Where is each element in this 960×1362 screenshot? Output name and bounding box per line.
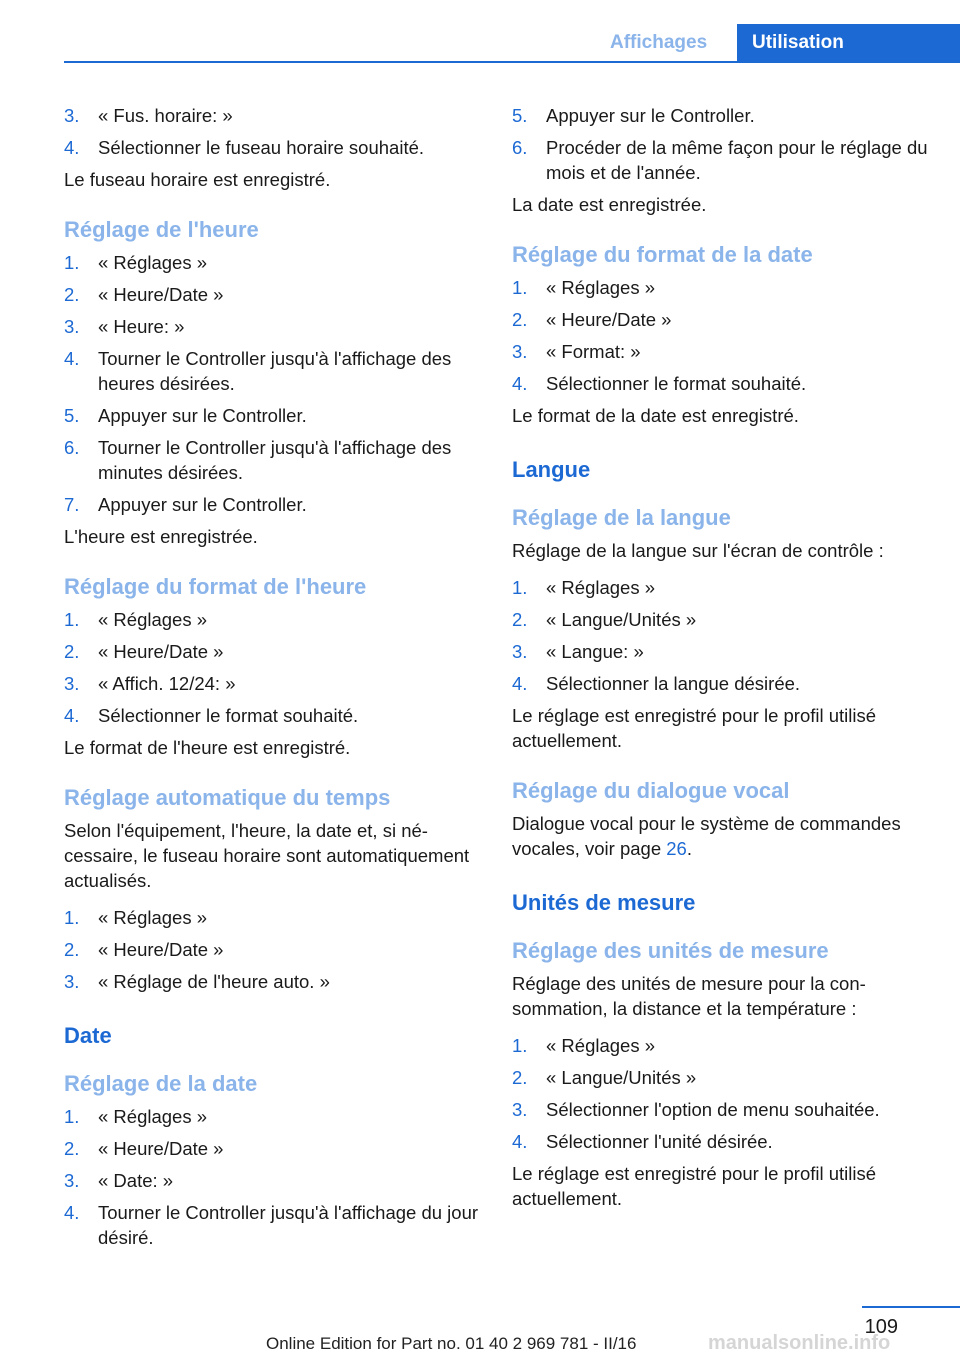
list-item [512, 339, 932, 364]
paragraph: Selon l'équipement, l'heure, la date et, si nécessaire, le fuseau horaire sont automatiquement actualisés. [64, 820, 470, 891]
step-number: 3. [64, 105, 80, 126]
step-number: 3. [64, 673, 80, 694]
step-text: « Réglages » [98, 907, 208, 928]
step-text: Tourner le Controller jusqu'à l'affichage des minutes désirées. [98, 437, 452, 483]
list-item [64, 492, 484, 517]
page-number: 109 [864, 1316, 898, 1338]
step-text: « Heure/Date » [98, 1138, 224, 1159]
left-column [64, 103, 484, 1257]
chapter-heading: Date [64, 1023, 112, 1048]
paragraph: Réglage des unités de mesure pour la consommation, la distance et la température : [512, 973, 866, 1019]
list-item [512, 307, 932, 332]
list-item [64, 250, 484, 275]
list-item [512, 1033, 932, 1058]
section-heading: Réglage des unités de mesure [512, 938, 829, 963]
list-item [512, 639, 932, 664]
list-item [64, 1136, 484, 1161]
step-number: 1. [64, 609, 80, 630]
list-item [512, 1097, 932, 1122]
step-number: 5. [64, 405, 80, 426]
step-number: 4. [64, 137, 80, 158]
step-text: « Réglage de l'heure auto. » [98, 971, 330, 992]
step-number: 4. [512, 1131, 528, 1152]
step-text: Sélectionner l'option de menu souhaitée. [546, 1099, 880, 1120]
step-text: « Réglages » [546, 1035, 656, 1056]
list-item [64, 403, 484, 428]
list-item [64, 937, 484, 962]
step-number: 2. [512, 1067, 528, 1088]
list-item [512, 1065, 932, 1090]
edition-note: Online Edition for Part no. 01 40 2 969 781 - II/16 [266, 1334, 637, 1353]
list-item [64, 282, 484, 307]
step-text: « Heure: » [98, 316, 185, 337]
list [64, 103, 484, 160]
footer-rule [862, 1306, 960, 1308]
paragraph: Le fuseau horaire est enregistré. [64, 169, 331, 190]
step-text: « Heure/Date » [98, 641, 224, 662]
section-heading: Réglage automatique du temps [64, 785, 391, 810]
paragraph: La date est enregistrée. [512, 194, 707, 215]
page-header [0, 24, 960, 62]
step-number: 2. [512, 309, 528, 330]
list-item [512, 135, 932, 185]
list [64, 607, 484, 728]
list-item [64, 435, 484, 485]
step-number: 3. [64, 971, 80, 992]
list [512, 575, 932, 696]
step-text: Sélectionner l'unité désirée. [546, 1131, 773, 1152]
paragraph: Le format de l'heure est enregistré. [64, 737, 351, 758]
list [512, 1033, 932, 1154]
step-text: Procéder de la même façon pour le réglage du mois et de l'année. [546, 137, 928, 183]
step-number: 1. [64, 252, 80, 273]
list [64, 250, 484, 517]
step-number: 1. [64, 1106, 80, 1127]
step-number: 6. [64, 437, 80, 458]
list-item [64, 969, 484, 994]
step-number: 3. [512, 1099, 528, 1120]
step-text: Appuyer sur le Controller. [98, 494, 307, 515]
step-text: « Heure/Date » [546, 309, 672, 330]
list-item [64, 1104, 484, 1129]
list-item [64, 905, 484, 930]
step-text: Sélectionner la langue désirée. [546, 673, 801, 694]
paragraph: Le format de la date est enregistré. [512, 405, 799, 426]
list-item [512, 671, 932, 696]
step-number: 2. [64, 1138, 80, 1159]
step-text: Tourner le Controller jusqu'à l'affichage du jour désiré. [98, 1202, 479, 1248]
step-text: Sélectionner le fuseau horaire souhaité. [98, 137, 425, 158]
step-text: « Heure/Date » [98, 939, 224, 960]
step-number: 3. [64, 316, 80, 337]
section-heading: Réglage de l'heure [64, 217, 259, 242]
list [512, 103, 932, 185]
chapter-tab[interactable]: Utilisation [737, 24, 960, 62]
step-text: « Réglages » [546, 277, 656, 298]
section-heading: Réglage du format de l'heure [64, 574, 367, 599]
step-text: Appuyer sur le Controller. [546, 105, 755, 126]
step-text: « Réglages » [98, 1106, 208, 1127]
step-text: Sélectionner le format souhaité. [546, 373, 807, 394]
list-item [512, 103, 932, 128]
step-number: 6. [512, 137, 528, 158]
chapter-heading: Langue [512, 457, 591, 482]
step-text: Tourner le Controller jusqu'à l'affichage des heures désirées. [98, 348, 452, 394]
list-item [64, 703, 484, 728]
step-number: 3. [64, 1170, 80, 1191]
step-number: 4. [512, 373, 528, 394]
section-tab[interactable]: Affichages [610, 32, 708, 53]
step-number: 2. [64, 641, 80, 662]
step-number: 2. [64, 284, 80, 305]
step-text: « Heure/Date » [98, 284, 224, 305]
step-number: 1. [512, 277, 528, 298]
step-number: 2. [512, 609, 528, 630]
list-item [64, 346, 484, 396]
step-number: 4. [64, 1202, 80, 1223]
step-number: 5. [512, 105, 528, 126]
list [512, 275, 932, 396]
step-number: 1. [64, 907, 80, 928]
step-number: 4. [64, 705, 80, 726]
paragraph: Le réglage est enregistré pour le profil utilisé actuellement. [512, 1163, 877, 1209]
step-text: « Format: » [546, 341, 641, 362]
voice-text: Dialogue vocal pour le système de commandes vocales, voir page [512, 813, 901, 859]
step-text: « Langue/Unités » [546, 609, 697, 630]
section-heading: Réglage de la langue [512, 505, 731, 530]
step-text: Sélectionner le format souhaité. [98, 705, 359, 726]
step-number: 7. [64, 494, 80, 515]
step-text: « Réglages » [546, 577, 656, 598]
list-item [512, 575, 932, 600]
step-number: 1. [512, 577, 528, 598]
paragraph: Réglage de la langue sur l'écran de contrôle : [512, 540, 884, 561]
section-heading: Réglage du format de la date [512, 242, 813, 267]
step-number: 3. [512, 341, 528, 362]
right-column [512, 103, 932, 1223]
list [64, 1104, 484, 1250]
list-item [64, 103, 484, 128]
list-item [64, 1200, 484, 1250]
list-item [64, 639, 484, 664]
chapter-heading: Unités de mesure [512, 890, 696, 915]
list-item [512, 1129, 932, 1154]
watermark: manualsonline.info [708, 1332, 891, 1354]
step-number: 4. [64, 348, 80, 369]
paragraph [512, 811, 932, 861]
list [64, 905, 484, 994]
section-heading: Réglage de la date [64, 1071, 258, 1096]
step-text: Appuyer sur le Controller. [98, 405, 307, 426]
step-text: « Langue/Unités » [546, 1067, 697, 1088]
step-text: « Réglages » [98, 609, 208, 630]
list-item [64, 135, 484, 160]
list-item [64, 1168, 484, 1193]
list-item [64, 607, 484, 632]
paragraph: L'heure est enregistrée. [64, 526, 258, 547]
header-rule [64, 61, 960, 63]
step-number: 1. [512, 1035, 528, 1056]
paragraph: Le réglage est enregistré pour le profil utilisé actuellement. [512, 705, 877, 751]
step-text: « Langue: » [546, 641, 644, 662]
step-text: « Affich. 12/24: » [98, 673, 236, 694]
step-number: 3. [512, 641, 528, 662]
step-text: « Fus. horaire: » [98, 105, 233, 126]
list-item [512, 371, 932, 396]
page-link[interactable]: 26 [666, 838, 687, 859]
step-number: 4. [512, 673, 528, 694]
step-text: « Réglages » [98, 252, 208, 273]
list-item [512, 275, 932, 300]
list-item [64, 671, 484, 696]
list-item [512, 607, 932, 632]
section-heading: Réglage du dialogue vocal [512, 778, 790, 803]
step-number: 2. [64, 939, 80, 960]
list-item [64, 314, 484, 339]
step-text: « Date: » [98, 1170, 174, 1191]
voice-end: . [686, 838, 692, 859]
